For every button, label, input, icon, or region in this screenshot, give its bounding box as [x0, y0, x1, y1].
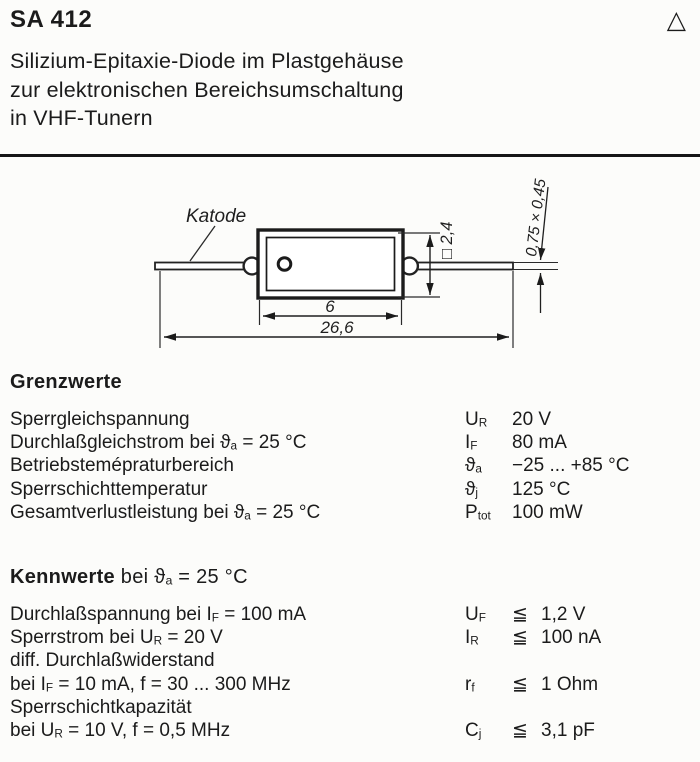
characteristics-heading	[10, 566, 694, 589]
dim-body-height-label: □ 2,4	[438, 221, 456, 259]
dim-overall-length-label: 26,6	[320, 318, 354, 337]
param-symbol: $U_F$	[465, 604, 486, 625]
cathode-label: Katode	[186, 206, 247, 227]
description-line: zur elektronischen Bereichsumschaltung	[10, 77, 404, 102]
param-symbol	[465, 696, 512, 719]
description-line: in VHF-Tunern	[10, 106, 153, 130]
param-value: 20 V	[512, 409, 552, 430]
param-relation	[512, 649, 541, 672]
param-value	[541, 696, 694, 719]
param-value: 1 Ohm	[541, 673, 599, 695]
param-relation: ≦	[512, 604, 528, 625]
param-name: Betriebstemépraturbereich	[10, 455, 234, 477]
table-row	[10, 501, 694, 524]
param-relation: ≦	[512, 673, 528, 695]
polarity-index-dot	[278, 258, 291, 271]
param-name: Sperrgleichspannung	[10, 409, 190, 430]
param-value: 125 °C	[512, 478, 571, 500]
characteristics-heading-label: Kennwerte	[10, 566, 115, 588]
param-value: 1,2 V	[541, 604, 586, 625]
anode-lead	[414, 263, 513, 270]
param-symbol: $I_F$	[465, 432, 478, 454]
param-name: Sperrschichttemperatur	[10, 478, 208, 500]
param-name: bei $I_F = 10$ mA, f = 30 ... 300 MHz	[10, 673, 291, 695]
divider	[0, 154, 700, 157]
limits-table	[10, 408, 694, 524]
characteristics-section	[10, 566, 694, 742]
param-symbol: $I_R$	[465, 627, 479, 649]
param-name: diff. Durchlaßwiderstand	[10, 650, 215, 672]
param-value: 100 nA	[541, 627, 602, 649]
limits-section	[10, 371, 694, 524]
param-name: Sperrstrom bei $U_R = 20$ V	[10, 627, 223, 649]
param-relation	[512, 696, 541, 719]
param-value: 100 mW	[512, 501, 583, 523]
part-number: SA 412	[10, 6, 93, 33]
table-row	[10, 454, 694, 477]
param-symbol: $P_{tot}$	[465, 501, 491, 523]
cathode-lead	[155, 263, 247, 270]
param-symbol: $ϑ_a$	[465, 455, 482, 477]
param-symbol	[465, 649, 512, 672]
param-relation: ≦	[512, 627, 528, 649]
dim-lead-section	[513, 178, 558, 313]
param-value	[541, 649, 694, 672]
revision-triangle-icon: △	[666, 6, 686, 34]
param-name: Sperrschichtkapazität	[10, 696, 192, 718]
table-row	[10, 696, 694, 719]
device-description	[10, 47, 404, 133]
cathode-leader-line	[190, 226, 215, 261]
table-row	[10, 649, 694, 672]
description-line: Silizium-Epitaxie-Diode im Plastgehäuse	[10, 49, 404, 73]
table-row	[10, 603, 694, 626]
param-value: −25 ... +85 °C	[512, 455, 630, 477]
table-row	[10, 626, 694, 649]
param-name: Durchlaßspannung bei $I_F = 100$ mA	[10, 604, 307, 625]
characteristics-table	[10, 603, 694, 742]
table-row	[10, 719, 694, 742]
param-value: 80 mA	[512, 432, 567, 454]
param-name: Gesamtverlustleistung bei $ϑ_a = 25$ °C	[10, 501, 321, 523]
characteristics-heading-condition: bei $ϑ_a = 25$ °C	[114, 566, 248, 588]
param-symbol: $U_R$	[465, 409, 488, 430]
table-row	[10, 408, 694, 431]
param-relation: ≦	[512, 720, 528, 742]
table-row	[10, 431, 694, 454]
table-row	[10, 478, 694, 501]
limits-heading: Grenzwerte	[10, 371, 122, 393]
param-name: bei $U_R = 10$ V, f = 0,5 MHz	[10, 720, 231, 742]
param-symbol: $C_j$	[465, 720, 482, 742]
param-symbol: $r_f$	[465, 673, 475, 695]
param-name: Durchlaßgleichstrom bei $ϑ_a = 25$ °C	[10, 432, 307, 454]
table-row	[10, 673, 694, 696]
dim-lead-section-label: 0,75 × 0,45	[523, 177, 550, 258]
param-value: 3,1 pF	[541, 720, 595, 742]
dim-body-length-label: 6	[325, 297, 335, 316]
package-drawing	[0, 165, 700, 367]
param-symbol: $ϑ_j$	[465, 478, 479, 500]
